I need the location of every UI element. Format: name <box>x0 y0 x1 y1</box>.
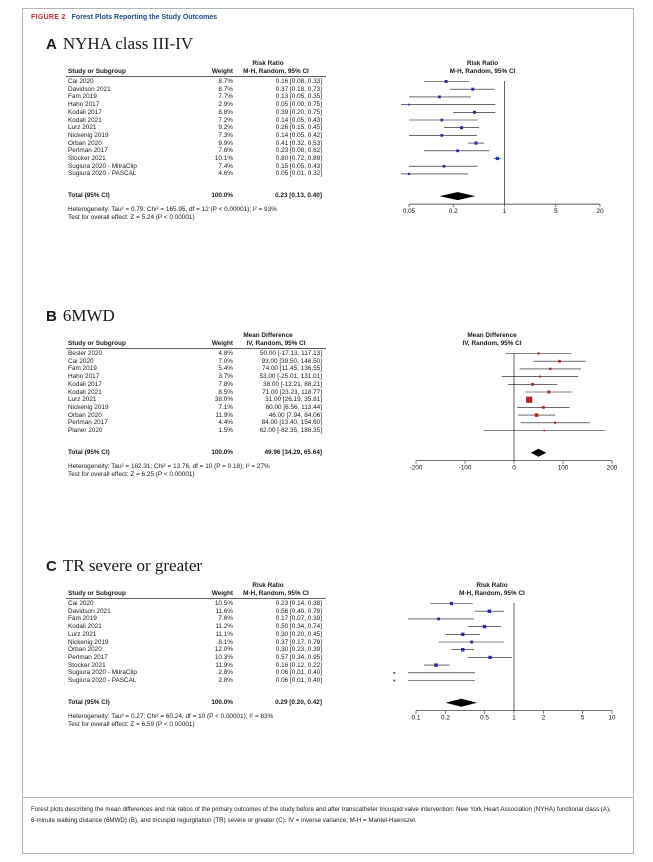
study-effect: 46.00 [7.94, 84.06] <box>268 411 322 419</box>
figure-heading: Forest Plots Reporting the Study Outcomes <box>71 14 218 21</box>
study-effect: 0.39 [0.20, 0.75] <box>275 108 322 116</box>
study-name: Sugiura 2020 - PASCAL <box>68 170 137 178</box>
study-estimate-marker <box>483 625 486 628</box>
study-effect: 0.17 [0.07, 0.39] <box>275 615 322 623</box>
study-name: Sugiura 2020 - MitraClip <box>68 162 137 170</box>
study-name: Perlman 2017 <box>68 419 108 427</box>
weight-column-header: Weight <box>211 340 233 347</box>
x-axis-tick-label: 20 <box>596 208 604 216</box>
study-name: Fam 2019 <box>68 615 97 623</box>
x-axis-tick-label: 0.1 <box>411 714 421 722</box>
pooled-estimate-diamond <box>446 699 478 707</box>
study-name: Orban 2020 <box>68 411 102 419</box>
study-weight: 11.9% <box>215 661 233 669</box>
study-effect: 31.00 [26.19, 35.81] <box>265 396 322 404</box>
x-axis-tick-label: 1 <box>512 714 516 722</box>
study-name: Nickenig 2019 <box>68 403 109 411</box>
panel-letter: C <box>46 558 57 575</box>
study-estimate-marker <box>393 680 395 682</box>
study-weight: 7.1% <box>218 403 233 411</box>
study-weight: 3.7% <box>218 373 233 381</box>
x-axis-tick-label: 0 <box>512 464 516 472</box>
study-effect: 60.00 [6.56, 113.44] <box>265 403 322 411</box>
study-effect: 0.80 [0.72, 0.89] <box>275 155 322 162</box>
study-effect: 0.14 [0.05, 0.42] <box>275 131 322 139</box>
study-estimate-marker <box>440 119 443 122</box>
study-name: Lurz 2021 <box>68 630 97 638</box>
effect-method-header: M-H, Random, 95% CI <box>243 590 309 597</box>
weight-column-header: Weight <box>211 68 233 75</box>
study-name: Lurz 2021 <box>68 124 97 132</box>
study-name: Cai 2020 <box>68 357 94 365</box>
effect-column-header: Mean Difference <box>243 332 293 339</box>
forest-plot <box>22 556 634 796</box>
study-effect: 0.14 [0.05, 0.43] <box>275 116 322 124</box>
study-name: Kodali 2017 <box>68 108 102 116</box>
figure-title <box>31 14 217 21</box>
study-weight: 4.4% <box>218 419 233 427</box>
study-estimate-marker <box>549 368 551 370</box>
study-effect: 93.00 [39.50, 146.50] <box>261 357 322 365</box>
study-name: Stocker 2021 <box>68 155 106 162</box>
study-name: Nickenig 2019 <box>68 131 109 139</box>
x-axis-tick-label: 1 <box>502 208 507 216</box>
study-weight: 4.6% <box>218 170 233 178</box>
study-name: Kodali 2021 <box>68 623 102 631</box>
study-name: Davidson 2021 <box>68 607 111 615</box>
study-weight: 7.8% <box>218 380 233 388</box>
study-effect: 62.00 [-62.35, 186.35] <box>259 427 322 434</box>
total-effect: 49.96 [34.29, 65.64] <box>264 448 322 456</box>
study-estimate-marker <box>393 672 395 674</box>
plot-method-header: M-H, Random, 95% CI <box>449 68 516 75</box>
study-effect: 38.00 [-12.21, 88.21] <box>263 380 322 388</box>
panel-letter: B <box>46 308 57 325</box>
forest-panel-b <box>22 306 634 546</box>
plot-column-header: Mean Difference <box>467 332 517 339</box>
study-effect: 0.37 [0.17, 0.79] <box>275 638 322 646</box>
study-effect: 53.00 [-25.01, 131.01] <box>259 373 322 381</box>
study-estimate-marker <box>496 157 499 160</box>
study-estimate-marker <box>450 602 453 605</box>
study-effect: 0.37 [0.18, 0.73] <box>275 85 322 93</box>
study-weight: 10.3% <box>214 653 233 661</box>
study-estimate-marker <box>443 165 446 168</box>
study-column-header: Study or Subgroup <box>68 590 126 597</box>
study-name: Fam 2019 <box>68 365 97 373</box>
study-estimate-marker <box>471 88 474 91</box>
total-effect: 0.23 [0.13, 0.40] <box>275 192 322 200</box>
study-estimate-marker <box>475 142 478 145</box>
x-axis-tick-label: 2 <box>541 714 546 722</box>
x-axis-tick-label: -200 <box>409 464 423 472</box>
study-weight: 9.2% <box>218 124 233 132</box>
study-name: Stocker 2021 <box>68 661 106 669</box>
forest-plot <box>22 306 634 546</box>
study-name: Kodali 2017 <box>68 380 102 388</box>
total-label: Total (95% CI) <box>68 448 110 456</box>
study-effect: 0.30 [0.23, 0.39] <box>275 646 322 654</box>
caption-divider <box>22 797 634 798</box>
effect-method-header: M-H, Random, 95% CI <box>243 68 309 75</box>
study-estimate-marker <box>488 609 491 612</box>
effect-column-header: Risk Ratio <box>252 60 284 67</box>
study-estimate-marker <box>535 413 538 416</box>
study-effect: 74.00 [11.45, 136.55] <box>262 365 322 373</box>
study-weight: 7.6% <box>218 615 233 623</box>
study-estimate-marker <box>440 134 443 137</box>
study-estimate-marker <box>461 633 464 636</box>
study-name: Orban 2020 <box>68 646 102 654</box>
effect-method-header: IV, Random, 95% CI <box>246 340 306 347</box>
plot-method-header: IV, Random, 95% CI <box>462 340 522 347</box>
plot-method-header: M-H, Random, 95% CI <box>459 590 525 597</box>
plot-column-header: Risk Ratio <box>466 60 499 67</box>
study-weight: 8.7% <box>218 78 233 85</box>
overall-effect-test: Test for overall effect: Z = 6.25 (P < 0.00001) <box>68 470 195 478</box>
study-effect: 0.16 [0.08, 0.33] <box>275 78 322 85</box>
study-weight: 8.5% <box>218 388 233 396</box>
panel-title: NYHA class III-IV <box>62 34 194 53</box>
study-estimate-marker <box>461 648 464 651</box>
x-axis-tick-label: 100 <box>557 464 569 472</box>
x-axis-tick-label: 0.5 <box>480 714 489 722</box>
x-axis-tick-label: 0.2 <box>441 714 450 722</box>
study-effect: 0.06 [0.01, 0.40] <box>275 669 322 677</box>
study-name: Davidson 2021 <box>68 85 111 93</box>
study-weight: 7.7% <box>218 93 233 101</box>
study-effect: 0.15 [0.05, 0.43] <box>275 162 322 170</box>
study-name: Lurz 2021 <box>68 396 97 404</box>
study-estimate-marker <box>438 96 441 99</box>
study-estimate-marker <box>547 391 550 394</box>
study-effect: 0.05 [0.01, 0.32] <box>275 170 322 178</box>
x-axis-tick-label: 200 <box>606 464 618 472</box>
study-estimate-marker <box>460 126 463 129</box>
study-name: Cai 2020 <box>68 600 94 607</box>
study-weight: 12.0% <box>214 646 233 654</box>
study-effect: 84.00 [13.40, 154.60] <box>261 419 322 427</box>
study-effect: 0.56 [0.40, 0.79] <box>275 607 322 615</box>
study-name: Kodali 2021 <box>68 388 102 396</box>
study-effect: 0.05 [0.00, 0.75] <box>275 101 322 109</box>
study-name: Orban 2020 <box>68 139 102 147</box>
study-estimate-marker <box>488 656 491 659</box>
x-axis-tick-label: 10 <box>608 714 616 722</box>
study-estimate-marker <box>408 104 410 106</box>
study-effect: 0.50 [0.34, 0.74] <box>275 623 322 631</box>
study-name: Fam 2019 <box>68 93 97 101</box>
study-weight: 9.9% <box>218 139 233 147</box>
study-estimate-marker <box>526 397 532 403</box>
study-weight: 11.1% <box>215 630 233 638</box>
study-estimate-marker <box>539 376 541 378</box>
study-estimate-marker <box>437 618 440 621</box>
study-effect: 50.00 [-17.13, 117.13] <box>259 350 322 357</box>
x-axis-tick-label: 0.2 <box>448 208 458 216</box>
study-weight: 2.8% <box>218 677 233 684</box>
panel-title: TR severe or greater <box>62 556 203 575</box>
study-weight: 5.4% <box>218 365 233 373</box>
study-name: Hahn 2017 <box>68 373 100 381</box>
effect-column-header: Risk Ratio <box>252 582 284 589</box>
pooled-estimate-diamond <box>439 192 475 200</box>
study-name: Perlman 2017 <box>68 653 108 661</box>
overall-effect-test: Test for overall effect: Z = 6.59 (P < 0.00001) <box>68 720 195 728</box>
x-axis-tick-label: -100 <box>458 464 472 472</box>
study-weight: 8.1% <box>218 638 233 646</box>
study-effect: 0.13 [0.05, 0.35] <box>275 93 322 101</box>
study-effect: 0.23 [0.14, 0.38] <box>275 600 322 607</box>
study-weight: 7.4% <box>218 162 233 170</box>
study-name: Sugiura 2020 - PASCAL <box>68 677 137 684</box>
x-axis-tick-label: 5 <box>554 208 558 216</box>
study-weight: 7.2% <box>218 116 233 124</box>
total-effect: 0.29 [0.20, 0.42] <box>275 698 322 706</box>
study-name: Nickenig 2019 <box>68 638 109 646</box>
study-column-header: Study or Subgroup <box>68 68 126 75</box>
total-label: Total (95% CI) <box>68 698 110 706</box>
study-weight: 8.8% <box>218 108 233 116</box>
heterogeneity-stats: Heterogeneity: Tau² = 0.79; Chi² = 165.95, df = 12 (P < 0.00001); I² = 93% <box>68 206 277 214</box>
total-weight: 100.0% <box>211 698 233 706</box>
total-weight: 100.0% <box>211 448 233 456</box>
study-estimate-marker <box>408 173 410 175</box>
study-effect: 0.41 [0.32, 0.53] <box>275 139 322 147</box>
study-estimate-marker <box>558 360 561 363</box>
overall-effect-test: Test for overall effect: Z = 5.24 (P < 0.00001) <box>68 214 195 222</box>
plot-column-header: Risk Ratio <box>476 582 508 589</box>
weight-column-header: Weight <box>211 590 233 597</box>
study-weight: 2.9% <box>218 101 233 109</box>
study-column-header: Study or Subgroup <box>68 340 126 347</box>
study-weight: 11.9% <box>215 411 233 419</box>
study-name: Hahn 2017 <box>68 101 100 109</box>
study-weight: 2.8% <box>218 669 233 677</box>
total-weight: 100.0% <box>211 192 233 200</box>
forest-plot <box>22 34 634 274</box>
study-weight: 7.0% <box>218 357 233 365</box>
study-estimate-marker <box>542 406 545 409</box>
study-effect: 0.23 [0.08, 0.62] <box>275 147 322 155</box>
x-axis-tick-label: 5 <box>580 714 585 722</box>
study-weight: 11.2% <box>215 623 233 631</box>
study-name: Kodali 2021 <box>68 116 102 124</box>
forest-panel-c <box>22 556 634 796</box>
figure-caption: Forest plots describing the mean differences and risk ratios of the primary outcomes of the study before and after transcatheter tricuspid valve intervention: New York Heart Association (NYHA) functional class (A), 6-minute walking distance (6MWD) (B), and tricuspid regurgitation (TR) severe or greater (C). IV = inverse variance; M-H = Mantel-Haenszel. <box>31 806 611 824</box>
study-effect: 0.26 [0.15, 0.45] <box>275 124 322 132</box>
study-estimate-marker <box>554 422 556 424</box>
heterogeneity-stats: Heterogeneity: Tau² = 0.27; Chi² = 60.24, df = 10 (P < 0.00001); I² = 83% <box>68 712 274 720</box>
heterogeneity-stats: Heterogeneity: Tau² = 162.31; Chi² = 13.76, df = 10 (P = 0.18); I² = 27% <box>68 462 270 470</box>
study-weight: 38.0% <box>214 396 233 404</box>
study-name: Cai 2020 <box>68 78 94 85</box>
study-weight: 7.3% <box>218 131 233 139</box>
study-weight: 7.6% <box>218 147 233 155</box>
study-weight: 8.7% <box>218 85 233 93</box>
total-label: Total (95% CI) <box>68 192 110 200</box>
study-weight: 1.5% <box>218 427 233 434</box>
study-name: Sugiura 2020 - MitraClip <box>68 669 137 677</box>
study-estimate-marker <box>470 641 473 644</box>
study-weight: 4.8% <box>218 350 233 357</box>
study-weight: 10.1% <box>214 155 233 162</box>
study-weight: 10.5% <box>214 600 233 607</box>
panel-letter: A <box>46 36 57 53</box>
pooled-estimate-diamond <box>531 449 546 457</box>
study-estimate-marker <box>445 80 448 83</box>
study-estimate-marker <box>473 111 476 114</box>
x-axis-tick-label: 0.05 <box>402 208 416 216</box>
study-name: Besler 2020 <box>68 350 103 357</box>
study-effect: 0.06 [0.01, 0.40] <box>275 677 322 684</box>
forest-panel-a <box>22 34 634 274</box>
study-name: Planer 2020 <box>68 427 103 434</box>
study-effect: 71.00 [23.23, 118.77] <box>262 388 322 396</box>
study-weight: 11.6% <box>215 607 233 615</box>
figure-label: FIGURE 2 <box>31 14 66 21</box>
study-estimate-marker <box>531 383 534 386</box>
study-name: Perlman 2017 <box>68 147 108 155</box>
study-effect: 0.16 [0.12, 0.22] <box>275 661 322 669</box>
panel-title: 6MWD <box>62 306 115 325</box>
study-estimate-marker <box>434 663 437 666</box>
study-effect: 0.57 [0.34, 0.95] <box>275 653 322 661</box>
study-estimate-marker <box>544 430 546 432</box>
study-estimate-marker <box>456 149 459 152</box>
study-effect: 0.30 [0.20, 0.45] <box>275 630 322 638</box>
study-estimate-marker <box>537 352 539 354</box>
